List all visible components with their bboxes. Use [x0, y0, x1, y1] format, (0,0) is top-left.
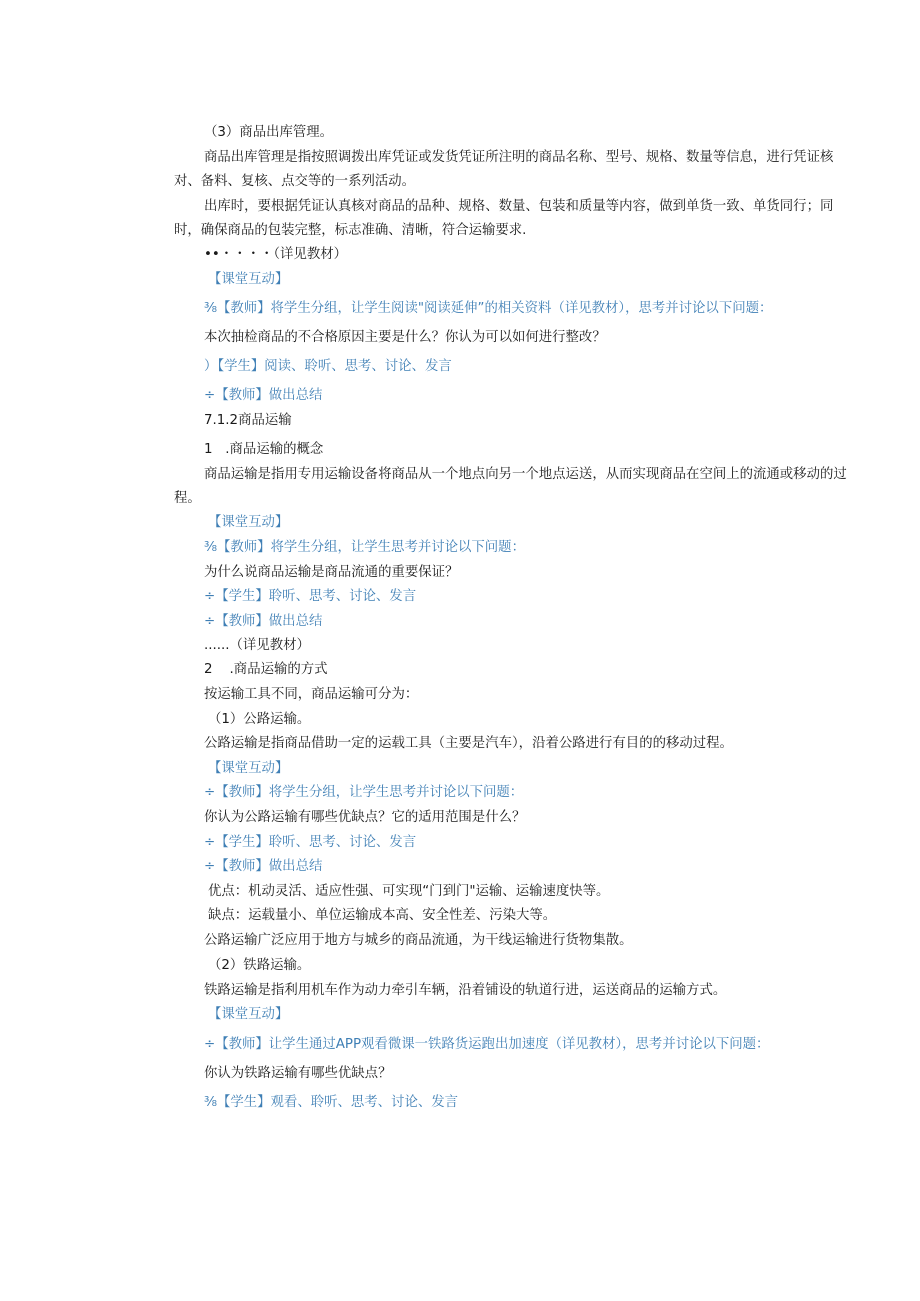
advantages-line: 优点：机动灵活、适应性强、可实现“门到门"运输、运输速度快等。 [208, 884, 610, 899]
teacher-instruction: ⅜【教师】将学生分组，让学生阅读"阅读延伸”的相关资料（详见教材），思考并讨论以下问题： [204, 301, 773, 316]
teacher-summary: ÷【教师】做出总结 [204, 614, 323, 629]
teacher-instruction: ÷【教师】让学生通过APP观看微课一铁路货运跑出加速度（详见教材），思考并讨论以下问题： [204, 1037, 770, 1052]
paragraph-line: 对、备料、复核、点交等的一系列活动。 [174, 174, 416, 189]
paragraph-line: 出库时，要根据凭证认真核对商品的品种、规格、数量、包装和质量等内容，做到单货一致、单货同行；同 [204, 199, 834, 214]
teacher-instruction: ÷【教师】将学生分组，让学生思考并讨论以下问题： [204, 785, 524, 800]
teacher-summary: ÷【教师】做出总结 [204, 388, 323, 403]
teacher-instruction: ⅜【教师】将学生分组，让学生思考并讨论以下问题： [204, 540, 525, 555]
paragraph-line: 铁路运输是指利用机车作为动力牵引车辆，沿着铺设的轨道行进，运送商品的运输方式。 [204, 983, 727, 998]
paragraph-line: 时，确保商品的包装完整，标志准确、清晰，符合运输要求. [174, 223, 527, 238]
see-textbook-note: ......（详见教材） [204, 638, 310, 653]
subheading-outbound-management: （3）商品出库管理。 [204, 125, 334, 140]
student-activity: ÷【学生】聆听、思考、讨论、发言 [204, 835, 417, 850]
classroom-interaction-heading: 【课堂互动】 [208, 761, 289, 776]
subheading-transport-concept: 1 .商品运输的概念 [204, 442, 324, 457]
disadvantages-line: 缺点：运载量小、单位运输成本高、安全性差、污染大等。 [208, 908, 557, 923]
paragraph-line: 商品出库管理是指按照调拨出库凭证或发货凭证所注明的商品名称、型号、规格、数量等信息，进行凭证核 [204, 150, 834, 165]
discussion-question: 本次抽检商品的不合格原因主要是什么？你认为可以如何进行整改？ [204, 330, 606, 345]
teacher-summary: ÷【教师】做出总结 [204, 859, 323, 874]
paragraph-line: 程。 [174, 491, 201, 506]
discussion-question: 为什么说商品运输是商品流通的重要保证？ [204, 565, 459, 580]
student-activity: ÷【学生】聆听、思考、讨论、发言 [204, 589, 417, 604]
classroom-interaction-heading: 【课堂互动】 [208, 272, 289, 287]
discussion-question: 你认为公路运输有哪些优缺点？它的适用范围是什么？ [204, 810, 526, 825]
paragraph-line: 公路运输广泛应用于地方与城乡的商品流通，为干线运输进行货物集散。 [204, 933, 633, 948]
paragraph-line: 商品运输是指用专用运输设备将商品从一个地点向另一个地点运送，从而实现商品在空间上的流通或移动的过 [204, 467, 847, 482]
discussion-question: 你认为铁路运输有哪些优缺点？ [204, 1066, 392, 1081]
classroom-interaction-heading: 【课堂互动】 [208, 515, 289, 530]
subheading-road-transport: （1）公路运输。 [208, 712, 311, 727]
student-activity: ⅜【学生】观看、聆听、思考、讨论、发言 [204, 1095, 459, 1110]
paragraph-line: 按运输工具不同，商品运输可分为： [204, 687, 419, 702]
see-textbook-note: ••・・・・（详见教材） [204, 247, 348, 262]
subheading-transport-methods: 2 .商品运输的方式 [204, 662, 328, 677]
paragraph-line: 公路运输是指商品借助一定的运载工具（主要是汽车），沿着公路进行有目的的移动过程。 [204, 736, 733, 751]
section-heading-commodity-transport: 7.1.2商品运输 [204, 413, 292, 428]
subheading-rail-transport: （2）铁路运输。 [208, 958, 311, 973]
student-activity: ）【学生】阅读、聆听、思考、讨论、发言 [204, 359, 452, 374]
classroom-interaction-heading: 【课堂互动】 [208, 1007, 289, 1022]
